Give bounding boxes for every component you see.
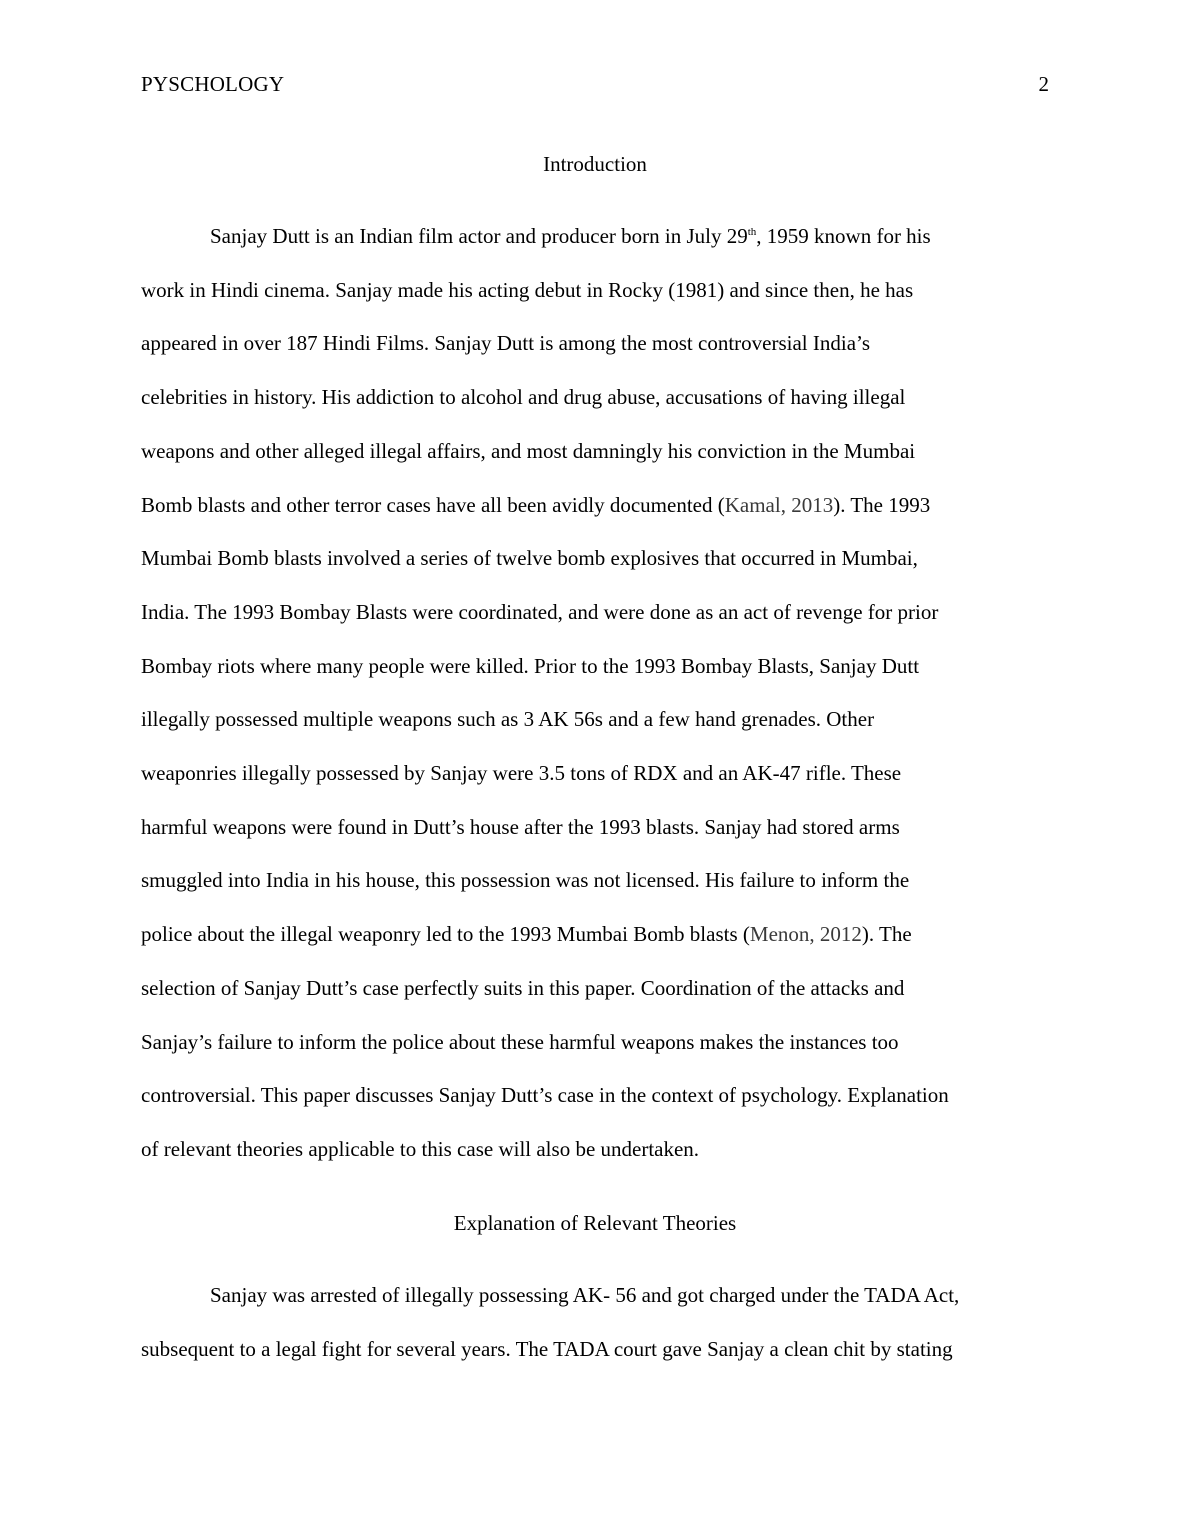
paragraph-line [141,479,1049,533]
paragraph-line: Mumbai Bomb blasts involved a series of twelve bomb explosives that occurred in Mumbai, [141,546,918,571]
section-heading-introduction: Introduction [543,152,647,176]
paragraph-line: celebrities in history. His addiction to alcohol and drug abuse, accusations of having illegal [141,385,906,410]
line-text: Sanjay Dutt is an Indian film actor and producer born in July 29 [210,224,748,248]
line-text: ). The [861,922,912,947]
paragraph-line: India. The 1993 Bombay Blasts were coordinated, and were done as an act of revenge for prior [141,599,939,624]
line-text: ). The 1993 [833,492,931,517]
citation-menon: Menon, 2012 [749,922,862,947]
paragraph-line: illegally possessed multiple weapons such as 3 AK 56s and a few hand grenades. Other [141,707,875,732]
paragraph-line: weaponries illegally possessed by Sanjay were 3.5 tons of RDX and an AK-47 rifle. These [141,761,902,786]
paragraph-line: controversial. This paper discusses Sanjay Dutt’s case in the context of psychology. Explanation [141,1083,949,1108]
paragraph-line: subsequent to a legal fight for several years. The TADA court gave Sanjay a clean chit by stating [141,1336,953,1361]
line-text: Bomb blasts and other terror cases have all been avidly documented ( [141,492,725,517]
paragraph-line: Sanjay was arrested of illegally possessing AK- 56 and got charged under the TADA Act, [210,1283,960,1307]
paragraph-line: appeared in over 187 Hindi Films. Sanjay Dutt is among the most controversial India’s [141,331,871,356]
line-text: police about the illegal weaponry led to the 1993 Mumbai Bomb blasts ( [141,922,750,947]
section-heading-theories: Explanation of Relevant Theories [453,1211,737,1235]
paragraph-line: Sanjay’s failure to inform the police about these harmful weapons makes the instances too [141,1029,899,1054]
paragraph-line: of relevant theories applicable to this case will also be undertaken. [141,1136,700,1161]
line-text: , 1959 known for his [756,224,931,248]
paragraph-line [141,908,1049,962]
paragraph-line: weapons and other alleged illegal affairs, and most damningly his conviction in the Mumbai [141,438,916,463]
ordinal-suffix: th [747,226,757,238]
introduction-paragraph [141,210,1049,1177]
page-number: 2 [1038,72,1049,96]
paragraph-line [141,210,1049,264]
paragraph-line: smuggled into India in his house, this possession was not licensed. His failure to inform the [141,868,910,893]
theories-paragraph [141,1269,1049,1376]
paragraph-line: Bombay riots where many people were killed. Prior to the 1993 Bombay Blasts, Sanjay Dutt [141,653,920,678]
running-head: PYSCHOLOGY [141,72,285,96]
paragraph-line: work in Hindi cinema. Sanjay made his acting debut in Rocky (1981) and since then, he has [141,277,914,302]
citation-kamal: Kamal, 2013 [724,492,834,517]
paragraph-line: selection of Sanjay Dutt’s case perfectly suits in this paper. Coordination of the attacks and [141,975,905,1000]
paragraph-line: harmful weapons were found in Dutt’s house after the 1993 blasts. Sanjay had stored arms [141,814,900,839]
